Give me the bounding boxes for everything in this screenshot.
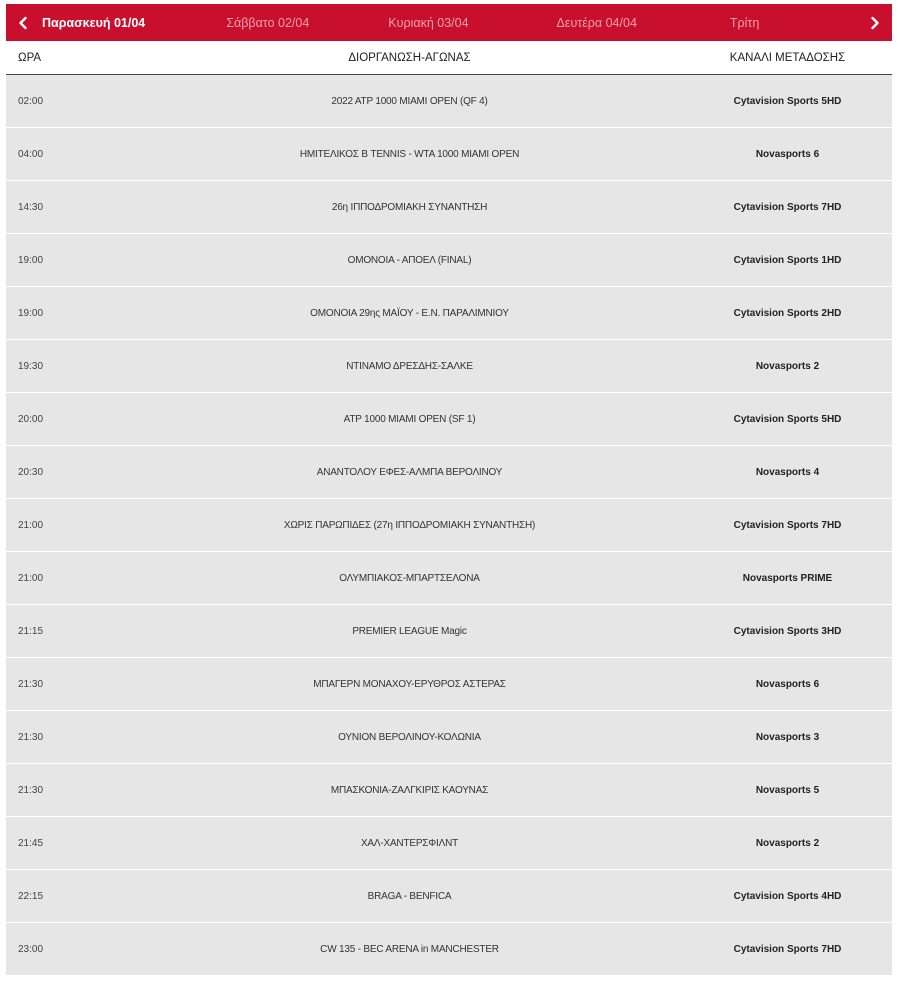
row-channel: Cytavision Sports 2HD [733, 307, 842, 319]
row-event: ΑΝΑΝΤΟΛΟΥ ΕΦΕΣ-ΑΛΜΠΑ ΒΕΡΟΛΙΝΟΥ [316, 466, 503, 478]
table-row [6, 711, 892, 764]
row-channel: Cytavision Sports 7HD [733, 519, 842, 531]
table-row [6, 287, 892, 340]
day-tab-0[interactable]: Παρασκευή 01/04 [42, 15, 146, 30]
table-row [6, 128, 892, 181]
row-channel: Novasports 3 [755, 731, 820, 743]
table-row [6, 234, 892, 287]
row-channel: Novasports 4 [755, 466, 820, 478]
row-event: ΟΛΥΜΠΙΑΚΟΣ-ΜΠΑΡΤΣΕΛΟΝΑ [339, 572, 480, 584]
table-row [6, 181, 892, 234]
row-event: ΟΜΟΝΟΙΑ 29ης ΜΑΪΟΥ - Ε.Ν. ΠΑΡΑΛΙΜΝΙΟΥ [310, 307, 509, 319]
row-channel: Cytavision Sports 5HD [733, 95, 842, 107]
row-event: 26η ΙΠΠΟΔΡΟΜΙΑΚΗ ΣΥΝΑΝΤΗΣΗ [331, 201, 488, 213]
row-time: 21:15 [18, 625, 44, 637]
row-event: ATP 1000 MIAMI OPEN (SF 1) [343, 413, 476, 425]
table-row [6, 552, 892, 605]
row-event: ΟΜΟΝΟΙΑ - ΑΠΟΕΛ (FINAL) [347, 254, 472, 266]
row-channel: Novasports 6 [755, 148, 820, 160]
day-tab-2[interactable]: Κυριακή 03/04 [388, 15, 469, 30]
row-time: 14:30 [18, 201, 44, 213]
day-tabs [40, 4, 858, 41]
table-row [6, 446, 892, 499]
row-event: PREMIER LEAGUE Magic [352, 625, 467, 637]
row-event: ΝΤΙΝΑΜΟ ΔΡΕΣΔΗΣ-ΣΑΛΚΕ [346, 360, 473, 372]
row-time: 21:30 [18, 731, 44, 743]
row-time: 23:00 [18, 943, 44, 955]
row-channel: Novasports 6 [755, 678, 820, 690]
chevron-right-icon[interactable] [858, 4, 892, 41]
row-time: 19:00 [18, 254, 44, 266]
table-row [6, 870, 892, 923]
table-row [6, 923, 892, 976]
table-row [6, 605, 892, 658]
row-event: 2022 ATP 1000 MIAMI OPEN (QF 4) [331, 95, 488, 107]
row-event: CW 135 - BEC ARENA in MANCHESTER [320, 943, 499, 955]
row-channel: Cytavision Sports 4HD [733, 890, 842, 902]
day-tab-1[interactable]: Σάββατο 02/04 [226, 15, 310, 30]
table-row [6, 75, 892, 128]
row-time: 04:00 [18, 148, 44, 160]
header-time: ΩΡΑ [18, 51, 42, 64]
row-time: 22:15 [18, 890, 44, 902]
day-navigation-bar [6, 4, 892, 41]
row-event: ΟΥΝΙΟΝ ΒΕΡΟΛΙΝΟΥ-ΚΟΛΩΝΙΑ [338, 731, 481, 743]
row-event: ΧΩΡΙΣ ΠΑΡΩΠΙΔΕΣ (27η ΙΠΠΟΔΡΟΜΙΑΚΗ ΣΥΝΑΝΤΗΣΗ) [283, 519, 536, 531]
row-time: 21:00 [18, 572, 44, 584]
row-channel: Cytavision Sports 3HD [733, 625, 842, 637]
table-row [6, 764, 892, 817]
row-event: ΜΠΑΣΚΟΝΙΑ-ΖΑΛΓΚΙΡΙΣ ΚΑΟΥΝΑΣ [330, 784, 489, 796]
table-header [6, 41, 892, 75]
row-channel: Cytavision Sports 7HD [733, 201, 842, 213]
row-channel: Cytavision Sports 7HD [733, 943, 842, 955]
row-channel: Novasports 2 [755, 837, 820, 849]
row-event: ΗΜΙΤΕΛΙΚΟΣ Β TENNIS - WTA 1000 MIAMI OPEN [299, 148, 520, 160]
row-time: 21:30 [18, 678, 44, 690]
row-time: 20:30 [18, 466, 44, 478]
row-channel: Cytavision Sports 5HD [733, 413, 842, 425]
table-row [6, 817, 892, 870]
row-channel: Novasports 2 [755, 360, 820, 372]
table-row [6, 658, 892, 711]
header-event: ΔΙΟΡΓΑΝΩΣΗ-ΑΓΩΝΑΣ [348, 51, 471, 64]
tv-schedule [6, 4, 892, 976]
row-event: ΜΠΑΓΕΡΝ ΜΟΝΑΧΟΥ-ΕΡΥΘΡΟΣ ΑΣΤΕΡΑΣ [313, 678, 506, 690]
schedule-table [6, 75, 892, 976]
row-channel: Novasports 5 [755, 784, 820, 796]
row-event: BRAGA - BENFICA [367, 890, 452, 902]
row-channel: Novasports PRIME [742, 572, 833, 584]
row-time: 21:45 [18, 837, 44, 849]
table-row [6, 393, 892, 446]
row-channel: Cytavision Sports 1HD [733, 254, 842, 266]
day-tab-3[interactable]: Δευτέρα 04/04 [556, 15, 637, 30]
row-time: 02:00 [18, 95, 44, 107]
day-tab-4[interactable]: Τρίτη [729, 15, 760, 30]
header-channel: ΚΑΝΑΛΙ ΜΕΤΑΔΟΣΗΣ [729, 51, 846, 64]
table-row [6, 340, 892, 393]
row-time: 21:30 [18, 784, 44, 796]
row-event: ΧΑΛ-ΧΑΝΤΕΡΣΦΙΛΝΤ [360, 837, 459, 849]
row-time: 19:30 [18, 360, 44, 372]
chevron-left-icon[interactable] [6, 4, 40, 41]
row-time: 19:00 [18, 307, 44, 319]
row-time: 20:00 [18, 413, 44, 425]
table-row [6, 499, 892, 552]
row-time: 21:00 [18, 519, 44, 531]
